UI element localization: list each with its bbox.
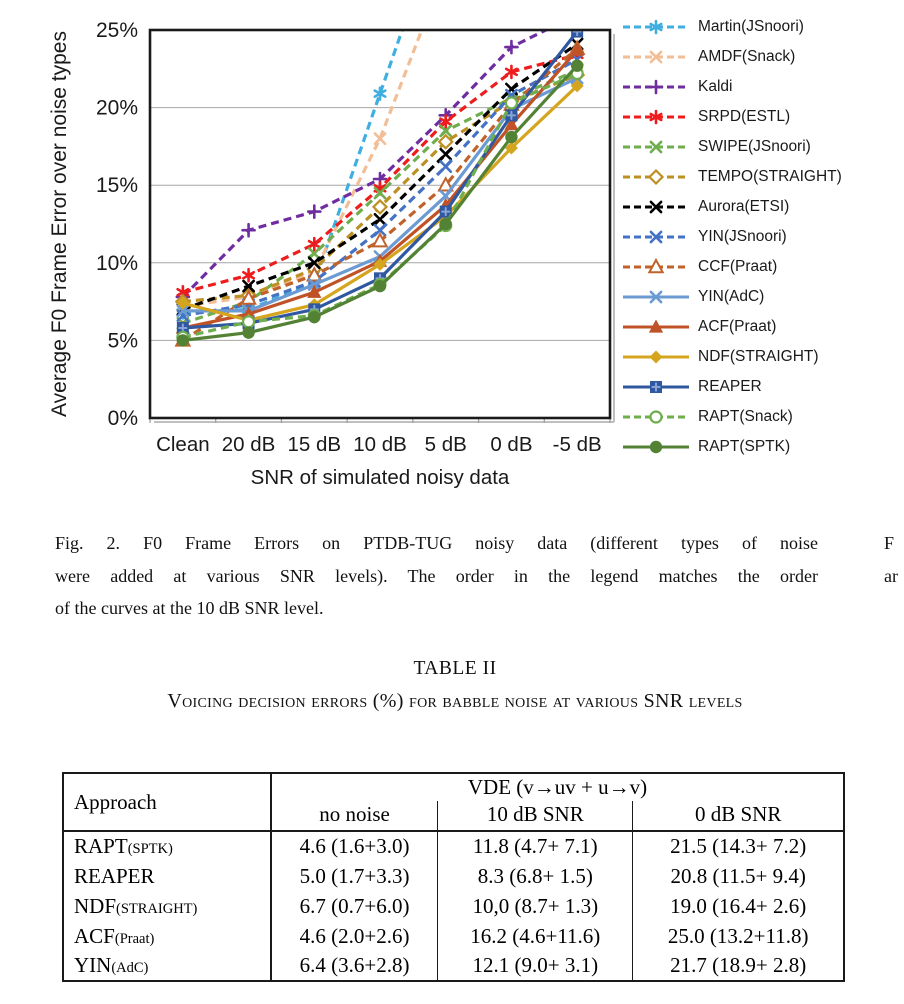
legend-sample-reaper [622, 377, 690, 397]
approach-subscript: (AdC) [111, 960, 149, 976]
approach-subscript: (Praat) [114, 930, 155, 947]
y-tick-label: 10% [95, 251, 138, 275]
legend-label: ACF(Praat) [698, 318, 777, 335]
legend-item [622, 132, 902, 162]
y-axis-title: Average F0 Frame Error over noise types [48, 31, 71, 417]
legend-label: Aurora(ETSI) [698, 198, 790, 215]
x-tick-label: -5 dB [552, 433, 602, 456]
vde-table-body [63, 831, 844, 981]
table-heading-block [55, 658, 855, 716]
legend-sample-aurora-etsi [622, 197, 690, 217]
legend-item [622, 342, 902, 372]
y-tick-label: 25% [95, 19, 138, 42]
legend-item [622, 312, 902, 342]
approach-subscript: (SPTK) [127, 841, 173, 857]
table-row [63, 951, 844, 981]
approach-cell: YIN(AdC) [63, 951, 271, 981]
x-tick-label: Clean [156, 433, 210, 456]
legend-label: SRPD(ESTL) [698, 108, 791, 125]
subheader-10db: 10 dB SNR [438, 801, 633, 831]
figure-caption [55, 527, 818, 625]
vde-value-cell: 25.0 (13.2+11.8) [633, 921, 844, 951]
vde-value-cell: 5.0 (1.7+3.3) [299, 863, 410, 888]
legend-item [622, 432, 902, 462]
legend-label: AMDF(Snack) [698, 48, 796, 65]
legend-item [622, 372, 902, 402]
subheader-no-noise: no noise [271, 801, 438, 831]
legend-sample-yin-adc [622, 287, 690, 307]
vde-value-cell: 10,0 (8.7+ 1.3) [438, 891, 633, 921]
f0-error-chart [0, 0, 620, 505]
legend-item [622, 402, 902, 432]
vde-table-header [63, 773, 844, 831]
approach-subscript: (STRAIGHT) [116, 900, 198, 917]
legend-sample-swipe-jsnoori [622, 137, 690, 157]
chart-legend [622, 12, 902, 462]
legend-label: CCF(Praat) [698, 258, 778, 275]
vde-value-cell: 16.2 (4.6+11.6) [438, 921, 633, 951]
figure-caption-line: were added at various SNR levels). The order in the legend matches the order [55, 565, 818, 586]
vde-value-cell: 20.8 (11.5+ 9.4) [633, 861, 844, 891]
vde-value-cell: 21.5 (14.3+ 7.2) [633, 831, 844, 861]
vde-group-header: VDE (v→uv + u→v) [467, 775, 648, 799]
adjacent-column-fragment [884, 527, 904, 592]
legend-sample-acf-praat [622, 317, 690, 337]
table-caption: Voicing decision errors (%) for babble noise at various SNR levels [167, 690, 743, 712]
subheader-0db: 0 dB SNR [633, 801, 844, 831]
approach-cell: NDF(STRAIGHT) [63, 891, 271, 921]
legend-sample-srpd-estl [622, 107, 690, 127]
legend-item [622, 222, 902, 252]
x-tick-label: 20 dB [221, 433, 276, 456]
vde-value-cell: 6.4 (3.6+2.8) [299, 953, 410, 977]
x-tick-label: 10 dB [353, 433, 407, 456]
vde-value-cell: 6.7 (0.7+6.0) [299, 893, 410, 918]
legend-sample-rapt-sptk [622, 437, 690, 457]
legend-label: NDF(STRAIGHT) [698, 348, 819, 365]
x-tick-label: 15 dB [287, 433, 342, 456]
vde-table [62, 772, 845, 982]
vde-value-cell: 4.6 (2.0+2.6) [299, 923, 410, 948]
legend-sample-tempo-straight [622, 167, 690, 187]
line-chart-svg [0, 0, 620, 505]
x-tick-label: 0 dB [490, 433, 533, 456]
legend-sample-martin-jsnoori [622, 17, 690, 37]
table-row [63, 921, 844, 951]
vde-value-cell: 12.1 (9.0+ 3.1) [438, 951, 633, 981]
legend-label: TEMPO(STRAIGHT) [698, 168, 842, 185]
legend-label: Kaldi [698, 78, 733, 95]
fragment-line-2: ar [884, 565, 898, 586]
x-axis-title: SNR of simulated noisy data [250, 466, 510, 489]
legend-label: RAPT(Snack) [698, 408, 793, 425]
approach-column-header: Approach [63, 773, 271, 831]
legend-sample-ndf-straight [622, 347, 690, 367]
figure-caption-line: Fig. 2. F0 Frame Errors on PTDB-TUG noisy data (different types of noise [55, 533, 818, 553]
legend-label: YIN(JSnoori) [698, 228, 787, 245]
fragment-line-1: F [884, 533, 895, 553]
legend-label: REAPER [698, 378, 762, 395]
approach-cell: ACF(Praat) [63, 921, 271, 951]
legend-label: SWIPE(JSnoori) [698, 138, 811, 155]
table-row [63, 831, 844, 861]
legend-label: RAPT(SPTK) [698, 438, 791, 455]
y-tick-label: 20% [95, 96, 138, 120]
approach-cell: REAPER [63, 861, 271, 891]
legend-sample-yin-jsnoori [622, 227, 690, 247]
legend-item [622, 162, 902, 192]
x-tick-label: 5 dB [424, 433, 467, 456]
legend-item [622, 252, 902, 282]
vde-value-cell: 8.3 (6.8+ 1.5) [438, 861, 633, 891]
approach-cell: RAPT(SPTK) [63, 831, 271, 861]
legend-sample-amdf-snack [622, 47, 690, 67]
vde-value-cell: 19.0 (16.4+ 2.6) [633, 891, 844, 921]
legend-label: Martin(JSnoori) [698, 18, 804, 35]
legend-item [622, 102, 902, 132]
legend-sample-ccf-praat [622, 257, 690, 277]
y-tick-label: 0% [107, 407, 138, 430]
legend-label: YIN(AdC) [698, 288, 765, 305]
vde-value-cell: 11.8 (4.7+ 7.1) [438, 831, 633, 861]
legend-item [622, 42, 902, 72]
y-tick-label: 15% [95, 174, 138, 198]
y-tick-label: 5% [107, 329, 138, 353]
vde-value-cell: 21.7 (18.9+ 2.8) [633, 951, 844, 981]
legend-sample-rapt-snack [622, 407, 690, 427]
legend-item [622, 282, 902, 312]
legend-item [622, 72, 902, 102]
table-row [63, 861, 844, 891]
table-row [63, 891, 844, 921]
vde-value-cell: 4.6 (1.6+3.0) [299, 834, 410, 858]
figure-caption-line: of the curves at the 10 dB SNR level. [55, 598, 324, 618]
legend-item [622, 12, 902, 42]
legend-item [622, 192, 902, 222]
table-label: TABLE II [413, 658, 497, 679]
legend-sample-kaldi [622, 77, 690, 97]
